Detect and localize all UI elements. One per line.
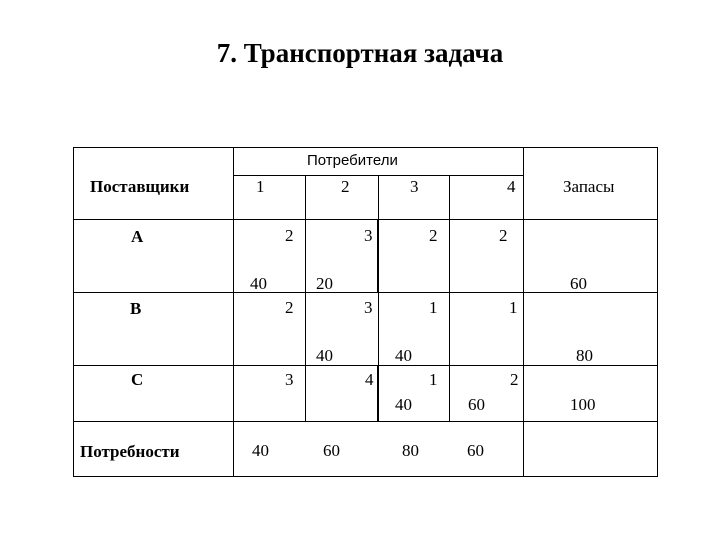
cost-cell: 2 <box>285 226 294 245</box>
stock-value: 80 <box>576 346 593 365</box>
grid-line <box>233 147 234 477</box>
cost-cell: 1 <box>429 370 438 389</box>
demand-value: 40 <box>252 441 269 460</box>
consumer-number: 3 <box>410 177 419 196</box>
consumer-number: 4 <box>507 177 516 196</box>
cost-cell: 2 <box>499 226 508 245</box>
cost-cell: 4 <box>365 370 374 389</box>
grid-line <box>73 365 658 366</box>
consumer-number: 2 <box>341 177 350 196</box>
cost-cell: 1 <box>509 298 518 317</box>
supplier-name: C <box>131 370 144 389</box>
demand-value: 60 <box>323 441 340 460</box>
cost-cell: 2 <box>429 226 438 245</box>
suppliers-header: Поставщики <box>90 177 190 196</box>
grid-line <box>378 175 379 421</box>
demand-value: 80 <box>402 441 419 460</box>
cost-cell: 2 <box>510 370 519 389</box>
stock-header: Запасы <box>563 177 615 196</box>
cost-cell: 1 <box>429 298 438 317</box>
cost-cell: 3 <box>364 298 373 317</box>
consumer-number: 1 <box>256 177 265 196</box>
cost-cell: 2 <box>285 298 294 317</box>
grid-line <box>449 292 450 365</box>
grid-line <box>377 219 378 292</box>
allocation-cell: 60 <box>468 395 485 414</box>
supplier-name: B <box>130 299 142 318</box>
stock-value: 100 <box>570 395 596 414</box>
cost-cell: 3 <box>285 370 294 389</box>
grid-line <box>73 421 658 422</box>
grid-line <box>523 147 524 477</box>
demand-value: 60 <box>467 441 484 460</box>
grid-line <box>305 175 306 421</box>
allocation-cell: 40 <box>395 395 412 414</box>
allocation-cell: 40 <box>316 346 333 365</box>
cost-cell: 3 <box>364 226 373 245</box>
grid-line <box>377 365 378 421</box>
allocation-cell: 40 <box>250 274 267 293</box>
page-title: 7. Транспортная задача <box>216 38 504 68</box>
allocation-cell: 20 <box>316 274 333 293</box>
stock-value: 60 <box>570 274 587 293</box>
consumers-header: Потребители <box>307 152 398 169</box>
demand-header: Потребности <box>80 442 180 461</box>
allocation-cell: 40 <box>395 346 412 365</box>
grid-line <box>73 219 658 220</box>
supplier-name: A <box>131 227 144 246</box>
